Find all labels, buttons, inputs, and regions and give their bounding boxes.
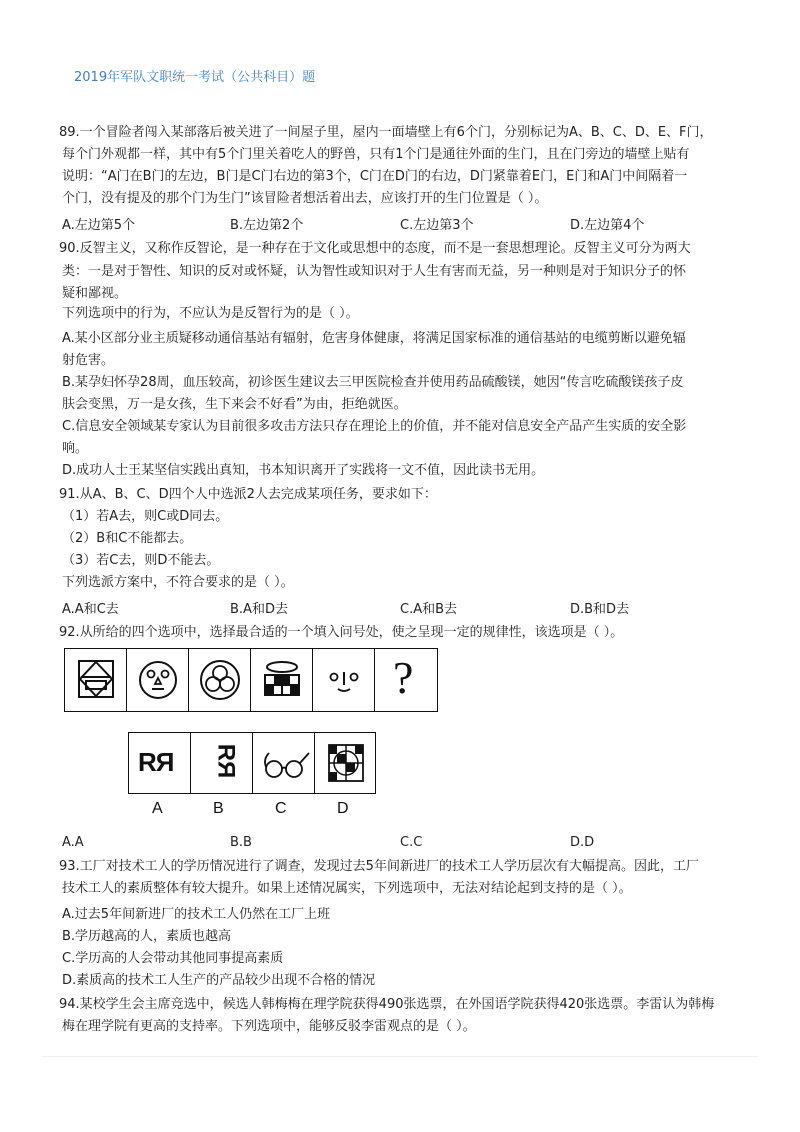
q90-option-c-cont: 响。 bbox=[62, 441, 89, 456]
q92-choice-b bbox=[191, 733, 253, 793]
q91-condition: （1）若A去，则C或D同去。 bbox=[62, 509, 229, 524]
q93-option-d: D.素质高的技术工人生产的产品较少出现不合格的情况 bbox=[62, 973, 376, 988]
q90-option-b-cont: 肤会变黑，万一是女孩，生下来会不好看”为由，拒绝就医。 bbox=[62, 397, 407, 412]
q91-option-a: A.A和C去 bbox=[62, 602, 119, 617]
q93-option-a: A.过去5年间新进厂的技术工人仍然在工厂上班 bbox=[62, 907, 331, 922]
choice-b-letters: RЯ bbox=[212, 743, 240, 779]
q92-question-figure bbox=[64, 648, 438, 712]
q93-option-b: B.学历越高的人，素质也越高 bbox=[62, 929, 232, 944]
q90-option-a: A.某小区部分业主质疑移动通信基站有辐射，危害身体健康，将满足国家标准的通信基站的电缆剪断以避免辐 bbox=[62, 331, 686, 346]
q89-stem-line: 每个门外观都一样，其中有5个门里关着吃人的野兽，只有1个门是通往外面的生门，且在门旁边的墙壁上贴有 bbox=[62, 147, 690, 162]
q89-stem-line: 说明：“A门在B门的左边，B门是C门右边的第3个，C门在D门的右边，D门紧靠着E门，E门和A门中间隔着一 bbox=[62, 169, 688, 184]
q89-option-d: D.左边第4个 bbox=[570, 218, 645, 233]
q92-choice-label-a: A bbox=[152, 800, 163, 817]
q92-choice-d bbox=[315, 733, 377, 793]
question-mark: ? bbox=[393, 652, 414, 703]
q92-figure-1 bbox=[65, 649, 127, 711]
q92-figure-4 bbox=[251, 649, 313, 711]
q92-choice-figure bbox=[128, 732, 376, 794]
q91-condition: （3）若C去，则D不能去。 bbox=[62, 553, 220, 568]
q91-option-d: D.B和D去 bbox=[570, 602, 630, 617]
q89-option-b: B.左边第2个 bbox=[230, 218, 304, 233]
q94-stem-line: 梅在理学院有更高的支持率。下列选项中，能够反驳李雷观点的是（ ）。 bbox=[62, 1019, 476, 1034]
q92-option-b: B.B bbox=[230, 835, 252, 850]
q91-condition: （2）B和C不能都去。 bbox=[62, 531, 193, 546]
q92-figure-question bbox=[375, 649, 439, 711]
q92-figure-3 bbox=[189, 649, 251, 711]
q93-option-c: C.学历高的人会带动其他同事提高素质 bbox=[62, 951, 284, 966]
q90-option-b: B.某孕妇怀孕28周，血压较高，初诊医生建议去三甲医院检查并使用药品硫酸镁，她因“传言吃硫酸镁孩子皮 bbox=[62, 375, 684, 390]
q92-option-c: C.C bbox=[400, 835, 423, 850]
q92-figure-2 bbox=[127, 649, 189, 711]
q89-stem-line: 89.一个冒险者闯入某部落后被关进了一间屋子里，屋内一面墙壁上有6个门，分别标记为A、B、C、D、E、F门， bbox=[59, 125, 713, 140]
q90-stem-line: 疑和鄙视。 bbox=[62, 286, 128, 301]
q89-option-c: C.左边第3个 bbox=[400, 218, 474, 233]
page-header-title: 2019年军队文职统一考试（公共科目）题 bbox=[74, 70, 316, 85]
q90-stem-line: 90.反智主义，又称作反智论，是一种存在于文化或思想中的态度，而不是一套思想理论。反智主义可分为两大 bbox=[59, 241, 691, 256]
q92-stem-line: 92.从所给的四个选项中，选择最合适的一个填入问号处，使之呈现一定的规律性，该选项是（ ）。 bbox=[59, 625, 624, 640]
q92-choice-label-b: B bbox=[213, 800, 224, 817]
q92-option-d: D.D bbox=[570, 835, 595, 850]
q91-option-b: B.A和D去 bbox=[230, 602, 288, 617]
q90-option-a-cont: 射危害。 bbox=[62, 353, 115, 368]
footer-divider bbox=[42, 1056, 758, 1057]
q89-stem-line: 个门，没有提及的那个门为生门”该冒险者想活着出去，应该打开的生门位置是（ ）。 bbox=[62, 191, 548, 206]
q92-choice-label-c: C bbox=[275, 800, 287, 817]
q91-option-c: C.A和B去 bbox=[400, 602, 458, 617]
q90-stem-line: 类：一是对于智性、知识的反对或怀疑，认为智性或知识对于人生有害而无益，另一种则是对于知识分子的怀 bbox=[62, 264, 687, 279]
q91-question: 下列选派方案中，不符合要求的是（ ）。 bbox=[62, 575, 294, 590]
q93-stem-line: 技术工人的素质整体有较大提升。如果上述情况属实，下列选项中，无法对结论起到支持的是（ ）。 bbox=[62, 881, 632, 896]
q90-option-c: C.信息安全领域某专家认为目前很多攻击方法只存在理论上的价值，并不能对信息安全产品产生实质的安全影 bbox=[62, 419, 687, 434]
choice-a-letters: RЯ bbox=[138, 747, 174, 777]
q92-option-a: A.A bbox=[62, 835, 84, 850]
q90-question: 下列选项中的行为，不应认为是反智行为的是（ ）。 bbox=[62, 306, 359, 321]
q92-choice-a bbox=[129, 733, 191, 793]
q92-choice-c bbox=[253, 733, 315, 793]
q90-option-d: D.成功人士王某坚信实践出真知，书本知识离开了实践将一文不值，因此读书无用。 bbox=[62, 463, 545, 478]
q91-stem-line: 91.从A、B、C、D四个人中选派2人去完成某项任务，要求如下： bbox=[59, 487, 437, 502]
q94-stem-line: 94.某校学生会主席竞选中，候选人韩梅梅在理学院获得490张选票，在外国语学院获得420张选票。李雷认为韩梅 bbox=[59, 997, 715, 1012]
q93-stem-line: 93.工厂对技术工人的学历情况进行了调查，发现过去5年间新进厂的技术工人学历层次有大幅提高。因此，工厂 bbox=[59, 859, 699, 874]
q92-figure-5 bbox=[313, 649, 375, 711]
q89-option-a: A.左边第5个 bbox=[62, 218, 136, 233]
q92-choice-label-d: D bbox=[337, 800, 349, 817]
